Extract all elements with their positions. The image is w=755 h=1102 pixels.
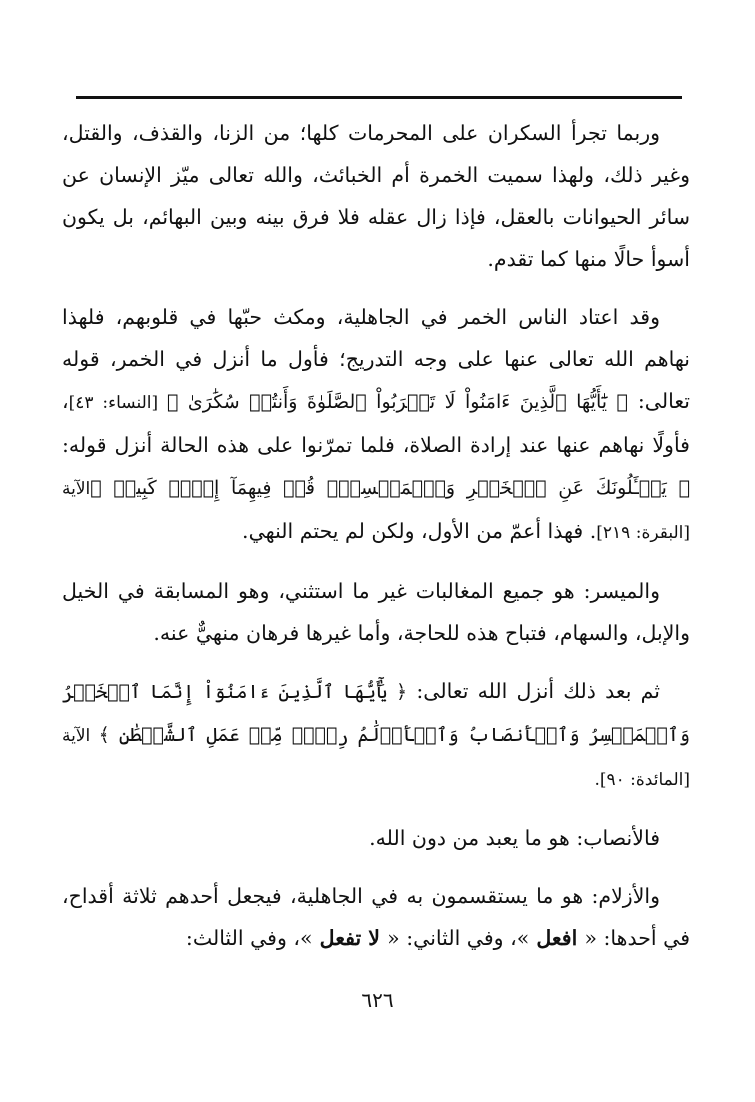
paragraph-text: ثم بعد ذلك أنزل الله تعالى: [407, 679, 660, 703]
paragraph-text: وقد اعتاد الناس الخمر في الجاهلية، ومكث حبّها في قلوبهم، فلهذا نهاهم الله تعالى عنها على وجه التدريج؛ فأول ما أنزل في الخمر، قوله تعالى: [62, 305, 690, 413]
paragraph-text: . فهذا أعمّ من الأول، ولكن لم يحتم النهي. [242, 519, 597, 543]
verse-reference-maida: الآية [المائدة: ٩٠]. [62, 726, 690, 790]
paragraph-final-prohibition [62, 670, 690, 801]
quran-verse-baqara: ﴿ يَسۡـَٔلُونَكَ عَنِ ٱلۡخَمۡرِ وَٱلۡمَيۡسِرِۖ قُلۡ فِيهِمَآ إِثۡمٞ كَبِيرٞ ﴾ [90, 477, 690, 499]
paragraph-maysir [62, 570, 690, 654]
paragraph-text: وربما تجرأ السكران على المحرمات كلها؛ من الزنا، والقذف، والقتل، وغير ذلك، ولهذا سميت الخمرة أم الخبائث، والله تعالى ميّز الإنسان عن سائر الحيوانات بالعقل، فإذا زال عقله فلا فرق بينه وبين البهائم، بل يكون أسوأ حالًا منها كما تقدم. [62, 121, 690, 271]
quran-verse-nisa: ﴿ يَٰٓأَيُّهَا ٱلَّذِينَ ءَامَنُواْ لَا تَقۡرَبُواْ ٱلصَّلَوٰةَ وَأَنتُمۡ سُكَٰرَىٰ ﴾ [167, 391, 628, 413]
header-rule [76, 96, 682, 99]
arrow-label-do-not: لا تفعل [312, 926, 388, 950]
paragraph-text: والميسر: هو جميع المغالبات غير ما استثني، وهو المسابقة في الخيل والإبل، والسهام، فتباح هذه للحاجة، وأما غيرها فرهان منهيٌّ عنه. [62, 579, 690, 645]
paragraph-text: والأزلام: هو ما يستقسمون به في الجاهلية، فيجعل أحدهم ثلاثة أقداح، في أحدها: « [62, 884, 690, 950]
arrow-label-do: افعل [529, 926, 585, 950]
paragraph-intoxication [62, 112, 690, 280]
verse-reference-baqara: الآية [البقرة: ٢١٩] [62, 479, 690, 543]
paragraph-text: فالأنصاب: هو ما يعبد من دون الله. [369, 826, 660, 850]
body-text [62, 112, 690, 975]
paragraph-ansab [62, 817, 690, 859]
page-number: ٦٢٦ [361, 988, 394, 1012]
paragraph-azlam [62, 875, 690, 959]
paragraph-gradual-prohibition [62, 296, 690, 554]
paragraph-text: »، وفي الثالث: [185, 926, 313, 950]
quran-verse-maida: ﴿ يَٰٓأَيُّهَا ٱلَّذِينَ ءَامَنُوٓاْ إِنَّمَا ٱلۡخَمۡرُ وَٱلۡمَيۡسِرُ وَٱلۡأَنصَابُ وَٱلۡأَزۡلَٰمُ رِجۡسٞ مِّنۡ عَمَلِ ٱلشَّيۡطَٰنِ ﴾ [62, 681, 690, 746]
paragraph-text: ، فأولًا نهاهم عنها عند إرادة الصلاة، فلما تمرّنوا على هذه الحالة أنزل قوله: [62, 389, 690, 457]
verse-reference-nisa: [النساء: ٤٣] [68, 393, 167, 413]
paragraph-text: »، وفي الثاني: « [387, 926, 530, 950]
